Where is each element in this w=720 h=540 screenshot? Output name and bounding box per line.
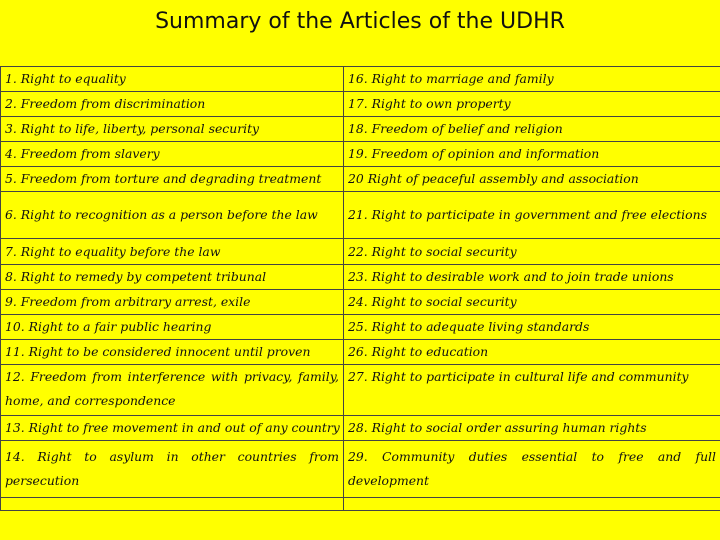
table-row — [1, 67, 720, 92]
table-row — [1, 340, 720, 365]
table-row — [1, 290, 720, 315]
article-right-cell: 24. Right to social security — [344, 290, 720, 315]
article-right-cell: 23. Right to desirable work and to join trade unions — [344, 265, 720, 290]
table-row — [1, 239, 720, 265]
article-left-cell — [1, 498, 344, 511]
table-row — [1, 167, 720, 192]
article-right-cell — [344, 498, 720, 511]
article-left-cell: 1. Right to equality — [1, 67, 344, 92]
article-left-cell: 7. Right to equality before the law — [1, 239, 344, 265]
article-left-cell: 13. Right to free movement in and out of any country — [1, 416, 344, 441]
articles-table — [0, 66, 720, 511]
article-left-cell: 2. Freedom from discrimination — [1, 92, 344, 117]
article-left-cell: 4. Freedom from slavery — [1, 142, 344, 167]
table-row — [1, 498, 720, 511]
table-row — [1, 365, 720, 416]
article-right-cell: 19. Freedom of opinion and information — [344, 142, 720, 167]
article-left-cell: 14. Right to asylum in other countries from persecution — [1, 441, 344, 498]
article-left-cell: 6. Right to recognition as a person before the law — [1, 192, 344, 239]
article-right-cell: 22. Right to social security — [344, 239, 720, 265]
article-left-cell: 3. Right to life, liberty, personal security — [1, 117, 344, 142]
table-row — [1, 142, 720, 167]
article-right-cell: 28. Right to social order assuring human rights — [344, 416, 720, 441]
article-left-cell: 10. Right to a fair public hearing — [1, 315, 344, 340]
article-left-cell: 9. Freedom from arbitrary arrest, exile — [1, 290, 344, 315]
article-right-cell: 25. Right to adequate living standards — [344, 315, 720, 340]
table-row — [1, 416, 720, 441]
article-right-cell: 26. Right to education — [344, 340, 720, 365]
article-left-cell: 11. Right to be considered innocent until proven — [1, 340, 344, 365]
table-row — [1, 192, 720, 239]
table-row — [1, 117, 720, 142]
page-title: Summary of the Articles of the UDHR — [155, 9, 565, 34]
table-row — [1, 265, 720, 290]
article-right-cell: 17. Right to own property — [344, 92, 720, 117]
article-right-cell: 20 Right of peaceful assembly and association — [344, 167, 720, 192]
article-right-cell: 21. Right to participate in government and free elections — [344, 192, 720, 239]
article-right-cell: 27. Right to participate in cultural life and community — [344, 365, 720, 416]
table-row — [1, 441, 720, 498]
table-row — [1, 92, 720, 117]
article-left-cell: 8. Right to remedy by competent tribunal — [1, 265, 344, 290]
article-right-cell: 16. Right to marriage and family — [344, 67, 720, 92]
article-right-cell: 29. Community duties essential to free and full development — [344, 441, 720, 498]
article-left-cell: 5. Freedom from torture and degrading treatment — [1, 167, 344, 192]
article-left-cell: 12. Freedom from interference with privacy, family, home, and correspondence — [1, 365, 344, 416]
table-row — [1, 315, 720, 340]
article-right-cell: 18. Freedom of belief and religion — [344, 117, 720, 142]
